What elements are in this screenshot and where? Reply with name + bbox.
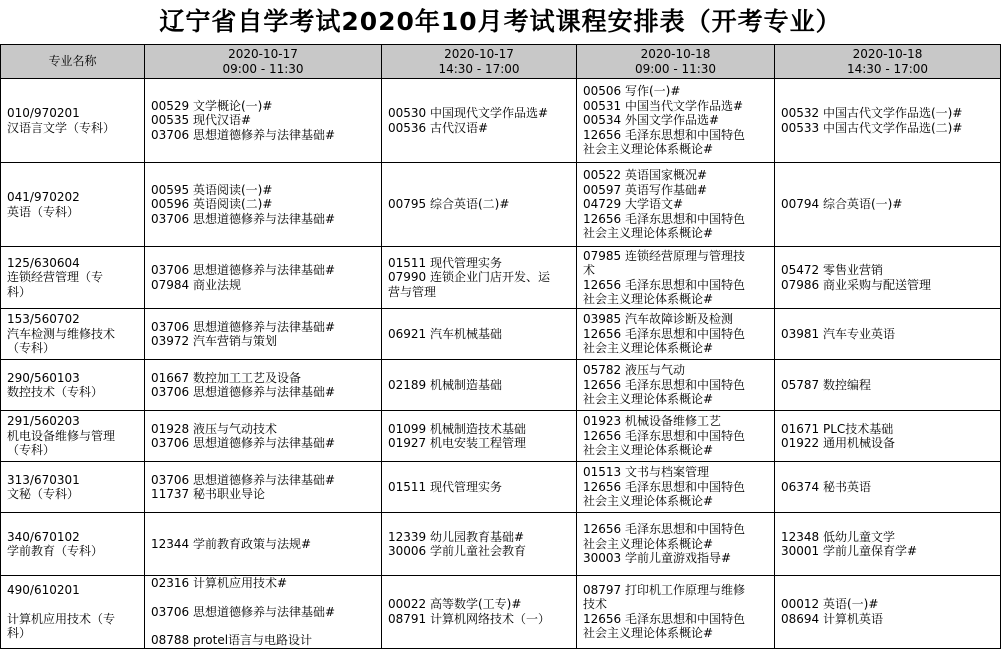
course-cell-line: 03706 思想道德修养与法律基础# <box>151 263 336 277</box>
course-cell-line: 08694 计算机英语 <box>781 611 883 626</box>
major-cell-line: 连锁经营管理（专 <box>7 270 104 285</box>
course-cell-line: 00530 中国现代文学作品选# <box>388 106 549 120</box>
course-cell <box>382 462 577 513</box>
course-cell-line: 00532 中国古代文学作品选(一)# <box>781 106 963 120</box>
table-row <box>1 247 1001 309</box>
course-cell <box>577 360 775 411</box>
course-cell-line: 03706 思想道德修养与法律基础# <box>151 211 336 226</box>
major-cell-line: 291/560203 <box>7 414 80 429</box>
course-cell-line: 12656 毛泽东思想和中国特色 <box>583 277 745 292</box>
course-cell-line: 12339 幼儿园教育基础# <box>388 529 525 544</box>
course-cell-line: 03981 汽车专业英语 <box>781 326 895 341</box>
course-cell-line: 00531 中国当代文学作品选# <box>583 98 744 113</box>
course-cell <box>382 513 577 576</box>
course-cell <box>775 309 1001 360</box>
course-cell <box>577 79 775 163</box>
course-cell-line: 03985 汽车故障诊断及检测 <box>583 312 733 327</box>
course-cell-line <box>151 591 375 605</box>
table-row <box>1 576 1001 649</box>
course-cell-line: 08791 计算机网络技术（一） <box>388 611 550 626</box>
course-cell <box>145 513 382 576</box>
course-cell-line: 12656 毛泽东思想和中国特色 <box>583 611 745 626</box>
major-cell-line: 数控技术（专科） <box>7 385 104 399</box>
course-cell <box>145 411 382 462</box>
course-cell <box>145 309 382 360</box>
course-cell <box>577 411 775 462</box>
course-cell <box>382 309 577 360</box>
course-cell <box>145 576 382 649</box>
course-cell-line: 社会主义理论体系概论# <box>583 392 714 407</box>
course-cell <box>775 513 1001 576</box>
course-cell-line: 社会主义理论体系概论# <box>583 341 714 356</box>
course-cell <box>775 79 1001 163</box>
course-cell-line: 30003 学前儿童游戏指导# <box>583 551 732 566</box>
course-cell-line: 03972 汽车营销与策划 <box>151 334 277 348</box>
course-cell <box>382 576 577 649</box>
course-cell-line: 01099 机械制造技术基础 <box>388 421 526 436</box>
course-cell-line: 04729 大学语文# <box>583 197 684 212</box>
course-cell <box>577 247 775 309</box>
table-row <box>1 79 1001 163</box>
header-session: 2020-10-17 14:30 - 17:00 <box>382 45 577 79</box>
major-cell <box>1 79 145 163</box>
table-row <box>1 411 1001 462</box>
major-cell <box>1 576 145 649</box>
header-major: 专业名称 <box>1 45 145 79</box>
course-cell-line: 社会主义理论体系概论# <box>583 292 714 306</box>
course-cell-line <box>151 619 375 633</box>
course-cell <box>382 163 577 247</box>
course-cell <box>145 360 382 411</box>
course-cell-line: 01923 机械设备维修工艺 <box>583 414 721 429</box>
course-cell <box>775 576 1001 649</box>
course-cell-line: 01928 液压与气动技术 <box>151 421 277 436</box>
major-cell-line: 汽车检测与维修技术 <box>7 326 116 341</box>
course-cell-line: 01667 数控加工工艺及设备 <box>151 370 301 385</box>
course-cell-line: 社会主义理论体系概论# <box>583 494 714 509</box>
course-cell <box>577 163 775 247</box>
course-cell-line: 营与管理 <box>388 284 437 299</box>
course-cell <box>577 462 775 513</box>
table-row <box>1 462 1001 513</box>
course-cell-line: 社会主义理论体系概论# <box>583 443 714 458</box>
course-cell-line: 07984 商业法规 <box>151 277 241 292</box>
course-cell-line: 01511 现代管理实务 <box>388 255 502 270</box>
course-cell-line: 05787 数控编程 <box>781 377 871 392</box>
schedule-table <box>0 44 1001 649</box>
course-cell-line: 00534 外国文学作品选# <box>583 113 720 128</box>
course-cell-line: 08788 protel语言与电路设计 <box>151 633 313 647</box>
major-cell-line: 汉语言文学（专科） <box>7 120 116 135</box>
course-cell-line: 07985 连锁经营原理与管理技 <box>583 248 745 263</box>
course-cell-line: 社会主义理论体系概论# <box>583 536 714 551</box>
major-cell <box>1 163 145 247</box>
course-cell-line: 01513 文书与档案管理 <box>583 465 709 480</box>
course-cell-line: 社会主义理论体系概论# <box>583 142 714 157</box>
course-cell-line: 12656 毛泽东思想和中国特色 <box>583 479 745 494</box>
course-cell-line: 06374 秘书英语 <box>781 479 871 494</box>
course-cell-line: 00536 古代汉语# <box>388 120 489 135</box>
course-cell-line: 03706 思想道德修养与法律基础# <box>151 472 336 487</box>
major-cell-line: 125/630604 <box>7 255 80 270</box>
course-cell-line: 11737 秘书职业导论 <box>151 487 265 501</box>
course-cell-line: 03706 思想道德修养与法律基础# <box>151 319 336 334</box>
course-cell-line: 00522 英语国家概况# <box>583 168 708 183</box>
header-session: 2020-10-17 09:00 - 11:30 <box>145 45 382 79</box>
table-row <box>1 360 1001 411</box>
major-cell-line: 学前教育（专科） <box>7 544 104 558</box>
course-cell-line: 术 <box>583 263 596 277</box>
course-cell-line: 技术 <box>583 597 608 612</box>
major-cell <box>1 247 145 309</box>
course-cell-line: 00597 英语写作基础# <box>583 182 708 197</box>
major-cell-line: （专科） <box>7 443 56 458</box>
course-cell <box>382 360 577 411</box>
course-cell-line: 03706 思想道德修养与法律基础# <box>151 436 336 450</box>
course-cell <box>775 360 1001 411</box>
header-session: 2020-10-18 14:30 - 17:00 <box>775 45 1001 79</box>
course-cell-line: 00012 英语(一)# <box>781 597 879 612</box>
course-cell-line: 00596 英语阅读(二)# <box>151 197 273 212</box>
course-cell-line: 12656 毛泽东思想和中国特色 <box>583 211 745 226</box>
major-cell-line: 313/670301 <box>7 472 80 487</box>
major-cell-line: 计算机应用技术（专 <box>7 611 116 626</box>
course-cell <box>577 309 775 360</box>
course-cell-line: 01671 PLC技术基础 <box>781 421 894 436</box>
course-cell <box>577 513 775 576</box>
course-cell-line: 07986 商业采购与配送管理 <box>781 277 931 292</box>
course-cell <box>145 79 382 163</box>
course-cell-line: 社会主义理论体系概论# <box>583 626 714 641</box>
course-cell-line: 00795 综合英语(二)# <box>388 197 510 212</box>
course-cell <box>145 462 382 513</box>
course-cell <box>577 576 775 649</box>
course-cell <box>775 411 1001 462</box>
course-cell <box>775 247 1001 309</box>
major-cell-line: 文秘（专科） <box>7 487 80 501</box>
course-cell-line: 05472 零售业营销 <box>781 263 883 277</box>
course-cell <box>145 163 382 247</box>
course-cell-line: 12656 毛泽东思想和中国特色 <box>583 127 745 142</box>
table-row <box>1 163 1001 247</box>
major-cell-line: 英语（专科） <box>7 204 80 219</box>
table-row <box>1 513 1001 576</box>
course-cell-line: 03706 思想道德修养与法律基础# <box>151 127 336 142</box>
course-cell-line: 07990 连锁企业门店开发、运 <box>388 270 550 285</box>
course-cell <box>382 411 577 462</box>
major-cell <box>1 513 145 576</box>
course-cell-line: 03706 思想道德修养与法律基础# <box>151 604 336 619</box>
page-title: 辽宁省自学考试2020年10月考试课程安排表（开考专业） <box>159 7 842 36</box>
course-cell-line: 00022 高等数学(工专)# <box>388 597 522 612</box>
major-cell-line: 010/970201 <box>7 106 80 120</box>
course-cell-line: 02189 机械制造基础 <box>388 377 502 392</box>
course-cell-line: 00535 现代汉语# <box>151 113 252 128</box>
course-cell-line: 12656 毛泽东思想和中国特色 <box>583 377 745 392</box>
course-cell-line: 00529 文学概论(一)# <box>151 98 273 113</box>
major-cell <box>1 411 145 462</box>
course-cell-line: 02316 计算机应用技术# <box>151 576 288 590</box>
major-cell-line: （专科） <box>7 341 56 356</box>
header-session: 2020-10-18 09:00 - 11:30 <box>577 45 775 79</box>
major-cell <box>1 360 145 411</box>
course-cell <box>145 247 382 309</box>
course-cell-line: 06921 汽车机械基础 <box>388 326 502 341</box>
major-cell-line: 科） <box>7 626 32 640</box>
major-cell-line <box>7 598 138 612</box>
course-cell-line: 01511 现代管理实务 <box>388 479 502 494</box>
course-cell-line: 08797 打印机工作原理与维修 <box>583 582 745 597</box>
course-cell-line: 30006 学前儿童社会教育 <box>388 544 526 558</box>
major-cell <box>1 309 145 360</box>
course-cell <box>382 247 577 309</box>
course-cell <box>382 79 577 163</box>
course-cell-line: 30001 学前儿童保育学# <box>781 544 918 558</box>
major-cell-line: 490/610201 <box>7 583 80 597</box>
major-cell <box>1 462 145 513</box>
course-cell-line: 12656 毛泽东思想和中国特色 <box>583 522 745 537</box>
course-cell-line: 00595 英语阅读(一)# <box>151 182 273 197</box>
course-cell-line: 00533 中国古代文学作品选(二)# <box>781 120 963 135</box>
major-cell-line: 153/560702 <box>7 312 80 327</box>
major-cell-line: 041/970202 <box>7 190 80 204</box>
course-cell-line: 01927 机电安装工程管理 <box>388 436 526 450</box>
course-cell <box>775 163 1001 247</box>
course-cell <box>775 462 1001 513</box>
major-cell-line: 机电设备维修与管理 <box>7 428 116 443</box>
course-cell-line: 00794 综合英语(一)# <box>781 197 903 212</box>
course-cell-line: 00506 写作(一)# <box>583 84 681 99</box>
course-cell-line: 05782 液压与气动 <box>583 363 685 378</box>
major-cell-line: 290/560103 <box>7 370 80 385</box>
table-row <box>1 309 1001 360</box>
major-cell-line: 科） <box>7 284 32 299</box>
course-cell-line: 03706 思想道德修养与法律基础# <box>151 385 336 399</box>
course-cell-line: 12656 毛泽东思想和中国特色 <box>583 428 745 443</box>
major-cell-line: 340/670102 <box>7 529 80 544</box>
course-cell-line: 12656 毛泽东思想和中国特色 <box>583 326 745 341</box>
course-cell-line: 01922 通用机械设备 <box>781 436 895 450</box>
course-cell-line: 12344 学前教育政策与法规# <box>151 536 312 551</box>
course-cell-line: 社会主义理论体系概论# <box>583 226 714 241</box>
course-cell-line: 12348 低幼儿童文学 <box>781 529 895 544</box>
header-row <box>1 45 1001 79</box>
